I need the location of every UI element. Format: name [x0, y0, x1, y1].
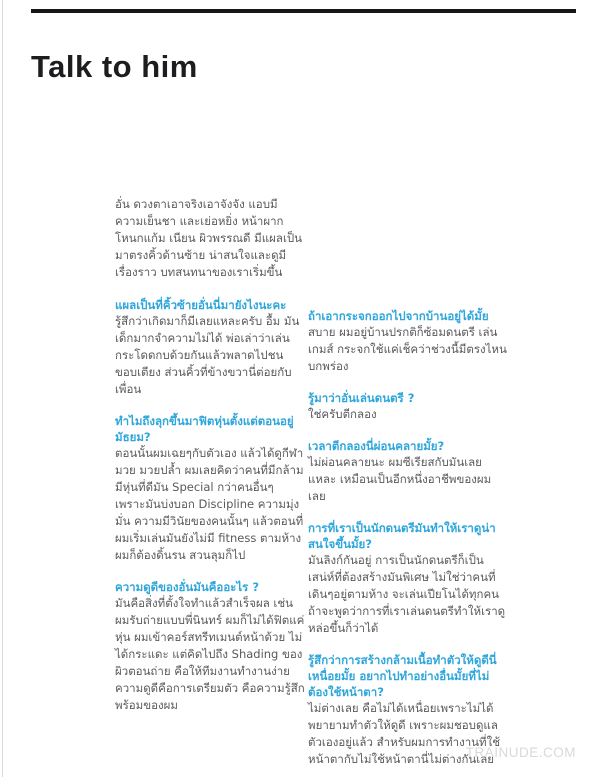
left-column: [115, 196, 305, 729]
qa-block: [115, 413, 305, 564]
right-column: [308, 308, 508, 783]
qa-question: แผลเป็นที่คิ้วซ้ายอั่นนี่มายังไงนะคะ: [115, 298, 287, 312]
qa-question: ทำไมถึงลุกขึ้นมาฟิตหุ่นตั้งแต่ตอนอยู่มัธยม?: [115, 414, 294, 444]
qa-block: [308, 520, 508, 637]
qa-answer: ตอนนั้นผมเฉยๆกับตัวเอง แล้วได้ดูกีฬามวย มวยปล้ำ ผมเลยคิดว่าคนที่มีกล้ามมีหุ่นที่ดีมัน Special กว่าคนอื่นๆ เพราะมันบ่งบอก Discipline ความมุ่งมั่น ความมีวินัยของคนนั้นๆ แล้วตอนที่ผมเริ่มเล่นมันยังไม่มี fitness ตามห้าง ผมก็ต้องดิ้นรน สวนลุมก็ไป: [115, 446, 304, 562]
qa-question: เวลาตีกลองนี่ผ่อนคลายมั้ย?: [308, 439, 445, 453]
qa-question: การที่เราเป็นนักดนตรีมันทำให้เราดูน่าสนใจขึ้นมั้ย?: [308, 521, 496, 551]
qa-answer: สบาย ผมอยู่บ้านปรกติก็ซ้อมดนตรี เล่นเกมส์ กระจกใช้แค่เช็คว่าช่วงนี้มีตรงไหนบกพร่อง: [308, 325, 507, 373]
qa-block: [308, 390, 508, 423]
qa-answer: ไม่ผ่อนคลายนะ ผมซีเรียสกับมันเลยแหละ เหมือนเป็นอีกหนึ่งอาชีพของผมเลย: [308, 455, 492, 503]
qa-question: ความดูดีของอั่นมันคืออะไร ?: [115, 580, 260, 594]
page-title: Talk to him: [31, 48, 198, 84]
qa-answer: มันคือสิ่งที่ตั้งใจทำแล้วสำเร็จผล เช่นผมรับถ่ายแบบพี่นินทร์ ผมก็ไม่ได้ฟิตแค่หุ่น ผมเข้าคอร์สทรีทเมนต์หน้าด้วย ไม่ได้กระแดะ แต่คิดไปถึง Shading ของผิวตอนถ่าย คือให้ทีมงานทำงานง่าย ความดูดีคือการเตรียมตัว คือความรู้สึกพร้อมของผม: [115, 596, 305, 712]
watermark-text: TRAINUDE.COM: [465, 745, 576, 760]
qa-block: [308, 438, 508, 505]
qa-block: [115, 579, 305, 714]
qa-question: รู้สึกว่าการสร้างกล้ามเนื้อทำตัวให้ดูดีนี่เหนื่อยมั้ย อยากไปทำอย่างอื่นมั้ยที่ไม่ต้องใช้หน้าตา?: [308, 653, 497, 699]
top-rule: [31, 9, 576, 13]
page-edge-line: [2, 0, 3, 777]
qa-answer: มันลิงก์กันอยู่ การเป็นนักดนตรีก็เป็นเสน่ห์ที่ต้องสร้างมันพิเศษ ไม่ใช่ว่าคนที่เดินๆอยู่ตามห้าง จะเล่นเปียโนได้ทุกคน ถ้าจะพูดว่าการที่เราเล่นดนตรีทำให้เราดูหล่อขึ้นก็ว่าได้: [308, 553, 506, 635]
qa-block: [308, 308, 508, 375]
qa-answer: รู้สึกว่าเกิดมาก็มีเลยแหละครับ อื้ม มันเด็กมากจำความไม่ได้ พ่อเล่าว่าเล่นกระโดดกบด้วยกันแล้วพลาดไปชนขอบเตียง ส่วนคิ้วที่ข้างขวานี่ต่อยกับเพื่อน: [115, 314, 300, 396]
qa-answer: ใช่ครับตีกลอง: [308, 407, 377, 421]
qa-question: ถ้าเอากระจกออกไปจากบ้านอยู่ได้มั้ย: [308, 309, 489, 323]
qa-answer: ไม่ต่างเลย คือไม่ได้เหนื่อยเพราะไม่ได้พยายามทำตัวให้ดูดี เพราะผมชอบดูแลตัวเองอยู่แล้ว สำหรับผมการทำงานที่ใช้หน้าตากับไม่ใช้หน้าตานี่ไม่ต่างกันเลย: [308, 701, 501, 766]
qa-question: รู้มาว่าอั่นเล่นดนตรี ?: [308, 391, 415, 405]
qa-block: [115, 297, 305, 398]
intro-paragraph: อั่น ดวงตาเอาจริงเอาจังจัง แอบมีความเย็นชา และเย่อหยิ่ง หน้าผาก โหนกแก้ม เนียน ผิวพรรณดี มีแผลเป็นมาตรงคิ้วด้านซ้าย น่าสนใจและดูมีเรื่องราว บทสนทนาของเราเริ่มขึ้น: [115, 197, 303, 279]
